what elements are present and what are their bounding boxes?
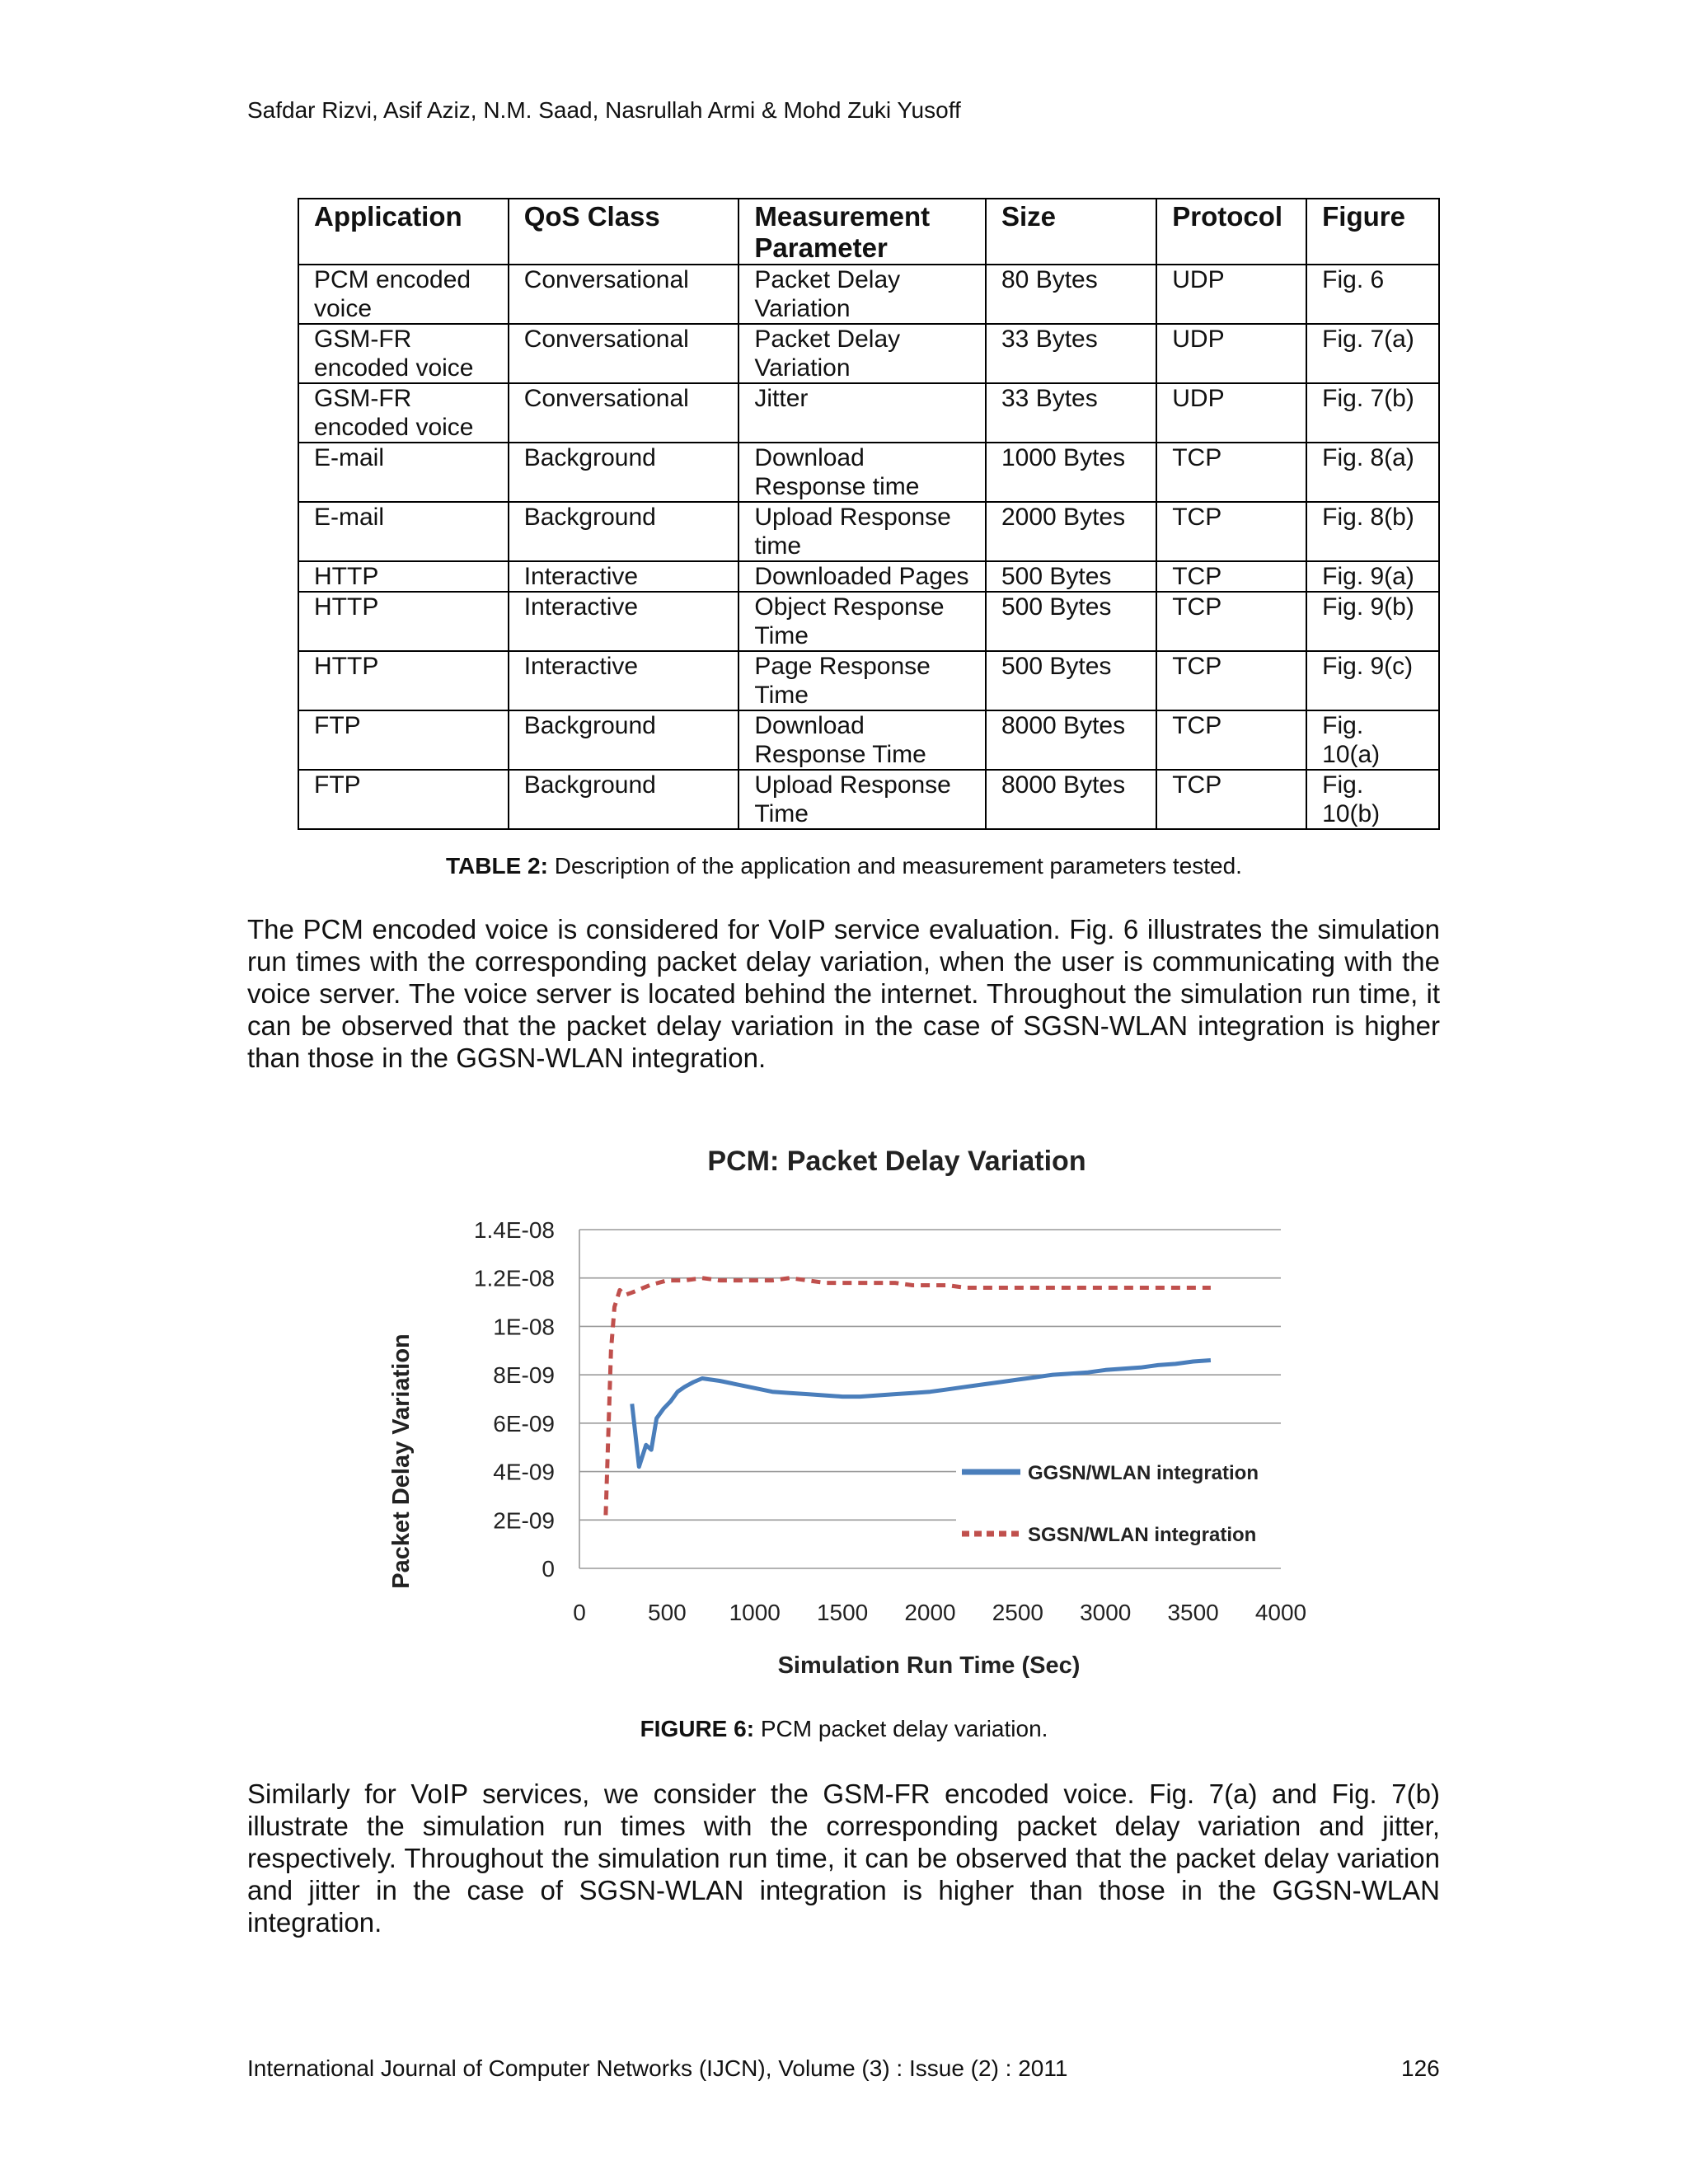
- y-tick-label: 1.4E-08: [473, 1217, 555, 1243]
- x-tick-label: 2000: [904, 1600, 956, 1625]
- cell-qos-class: Conversational: [509, 324, 739, 383]
- cell-measurement-parameter: Download Response time: [738, 443, 986, 502]
- header-application: Application: [298, 199, 509, 265]
- cell-figure: Fig. 10(b): [1306, 770, 1439, 829]
- header-measurement-parameter: Measurement Parameter: [738, 199, 986, 265]
- x-tick-label: 1000: [729, 1600, 781, 1625]
- cell-application: HTTP: [298, 561, 509, 592]
- table-caption-text: Description of the application and measurement parameters tested.: [554, 853, 1242, 879]
- journal-footer: International Journal of Computer Networks (IJCN), Volume (3) : Issue (2) : 2011: [247, 2055, 1068, 2081]
- cell-measurement-parameter: Packet Delay Variation: [738, 265, 986, 324]
- cell-figure: Fig. 9(b): [1306, 592, 1439, 651]
- pcm-delay-chart: [0, 1137, 1688, 1698]
- x-tick-label: 4000: [1254, 1600, 1307, 1625]
- chart-title: PCM: Packet Delay Variation: [707, 1146, 1086, 1177]
- y-axis-label: Packet Delay Variation: [388, 1333, 415, 1589]
- table-header-row: [298, 199, 1439, 265]
- cell-measurement-parameter: Download Response Time: [738, 710, 986, 770]
- cell-application: FTP: [298, 710, 509, 770]
- x-tick-label: 3500: [1167, 1600, 1219, 1625]
- cell-protocol: UDP: [1156, 265, 1306, 324]
- cell-figure: Fig. 8(b): [1306, 502, 1439, 561]
- cell-measurement-parameter: Object Response Time: [738, 592, 986, 651]
- table-row: [298, 502, 1439, 561]
- cell-protocol: TCP: [1156, 770, 1306, 829]
- table-row: [298, 592, 1439, 651]
- table-row: [298, 265, 1439, 324]
- legend-label: GGSN/WLAN integration: [1028, 1462, 1259, 1484]
- x-tick-label: 500: [648, 1600, 687, 1625]
- y-tick-label: 4E-09: [493, 1459, 555, 1485]
- figure-caption-label: FIGURE 6:: [640, 1716, 755, 1741]
- header-qos-class: QoS Class: [509, 199, 739, 265]
- x-axis-label: Simulation Run Time (Sec): [777, 1652, 1081, 1679]
- cell-size: 500 Bytes: [986, 592, 1156, 651]
- x-tick-label: 0: [573, 1600, 586, 1625]
- cell-size: 33 Bytes: [986, 383, 1156, 443]
- cell-qos-class: Background: [509, 443, 739, 502]
- y-tick-labels: [474, 1217, 555, 1582]
- cell-figure: Fig. 6: [1306, 265, 1439, 324]
- cell-figure: Fig. 9(c): [1306, 651, 1439, 710]
- parameters-table: [298, 198, 1440, 830]
- x-tick-label: 2500: [992, 1600, 1044, 1625]
- cell-protocol: TCP: [1156, 592, 1306, 651]
- cell-qos-class: Conversational: [509, 383, 739, 443]
- cell-protocol: UDP: [1156, 383, 1306, 443]
- cell-measurement-parameter: Jitter: [738, 383, 986, 443]
- table-row: [298, 443, 1439, 502]
- legend-label: SGSN/WLAN integration: [1028, 1524, 1257, 1546]
- running-header: Safdar Rizvi, Asif Aziz, N.M. Saad, Nasrullah Armi & Mohd Zuki Yusoff: [247, 97, 961, 123]
- cell-size: 1000 Bytes: [986, 443, 1156, 502]
- cell-protocol: TCP: [1156, 561, 1306, 592]
- cell-qos-class: Interactive: [509, 561, 739, 592]
- y-tick-label: 0: [542, 1556, 555, 1582]
- figure-caption-text: PCM packet delay variation.: [760, 1716, 1048, 1741]
- cell-application: E-mail: [298, 443, 509, 502]
- cell-qos-class: Background: [509, 502, 739, 561]
- table-row: [298, 651, 1439, 710]
- cell-figure: Fig. 7(b): [1306, 383, 1439, 443]
- y-tick-label: 8E-09: [493, 1362, 555, 1389]
- cell-qos-class: Background: [509, 770, 739, 829]
- ggsn-wlan-series-line: [632, 1361, 1211, 1467]
- cell-figure: Fig. 7(a): [1306, 324, 1439, 383]
- cell-qos-class: Background: [509, 710, 739, 770]
- x-tick-label: 3000: [1080, 1600, 1132, 1625]
- cell-size: 80 Bytes: [986, 265, 1156, 324]
- table-row: [298, 770, 1439, 829]
- header-protocol: Protocol: [1156, 199, 1306, 265]
- table-row: [298, 383, 1439, 443]
- cell-figure: Fig. 9(a): [1306, 561, 1439, 592]
- cell-protocol: UDP: [1156, 324, 1306, 383]
- body-paragraph-2: Similarly for VoIP services, we consider the GSM-FR encoded voice. Fig. 7(a) and Fig. 7(b) illustrate the simulation run times with the corresponding packet delay variation and jitter, respectively. Throughout the simulation run time, it can be observed that the packet delay variation and jitter in the case of SGSN-WLAN integration is higher than those in the GGSN-WLAN integration.: [247, 1779, 1440, 1938]
- cell-protocol: TCP: [1156, 443, 1306, 502]
- header-size: Size: [986, 199, 1156, 265]
- cell-size: 2000 Bytes: [986, 502, 1156, 561]
- table-row: [298, 324, 1439, 383]
- cell-protocol: TCP: [1156, 710, 1306, 770]
- cell-size: 500 Bytes: [986, 561, 1156, 592]
- page-number: 126: [1401, 2055, 1440, 2081]
- cell-figure: Fig. 8(a): [1306, 443, 1439, 502]
- x-tick-labels: [573, 1600, 1306, 1625]
- cell-size: 500 Bytes: [986, 651, 1156, 710]
- cell-application: PCM encoded voice: [298, 265, 509, 324]
- figure-caption: [0, 1716, 1688, 1742]
- cell-measurement-parameter: Downloaded Pages: [738, 561, 986, 592]
- table-caption: [0, 853, 1688, 879]
- table-row: [298, 710, 1439, 770]
- cell-figure: Fig. 10(a): [1306, 710, 1439, 770]
- x-tick-label: 1500: [816, 1600, 869, 1625]
- cell-qos-class: Interactive: [509, 592, 739, 651]
- cell-application: FTP: [298, 770, 509, 829]
- cell-measurement-parameter: Page Response Time: [738, 651, 986, 710]
- cell-application: GSM-FR encoded voice: [298, 383, 509, 443]
- cell-measurement-parameter: Upload Response Time: [738, 770, 986, 829]
- cell-qos-class: Interactive: [509, 651, 739, 710]
- y-tick-label: 2E-09: [493, 1507, 555, 1534]
- cell-measurement-parameter: Packet Delay Variation: [738, 324, 986, 383]
- cell-qos-class: Conversational: [509, 265, 739, 324]
- cell-measurement-parameter: Upload Response time: [738, 502, 986, 561]
- table-caption-label: TABLE 2:: [446, 853, 548, 879]
- y-tick-label: 1.2E-08: [473, 1265, 555, 1291]
- cell-size: 33 Bytes: [986, 324, 1156, 383]
- cell-application: HTTP: [298, 592, 509, 651]
- header-figure: Figure: [1306, 199, 1439, 265]
- cell-size: 8000 Bytes: [986, 710, 1156, 770]
- y-tick-label: 6E-09: [493, 1410, 555, 1436]
- cell-application: GSM-FR encoded voice: [298, 324, 509, 383]
- table-row: [298, 561, 1439, 592]
- cell-application: HTTP: [298, 651, 509, 710]
- body-paragraph-1: The PCM encoded voice is considered for VoIP service evaluation. Fig. 6 illustrates the simulation run times with the corresponding packet delay variation, when the user is communicating with the voice server. The voice server is located behind the internet. Throughout the simulation run time, it can be observed that the packet delay variation in the case of SGSN-WLAN integration is higher than those in the GGSN-WLAN integration.: [247, 914, 1440, 1073]
- cell-protocol: TCP: [1156, 502, 1306, 561]
- y-tick-label: 1E-08: [493, 1314, 555, 1340]
- cell-application: E-mail: [298, 502, 509, 561]
- cell-size: 8000 Bytes: [986, 770, 1156, 829]
- cell-protocol: TCP: [1156, 651, 1306, 710]
